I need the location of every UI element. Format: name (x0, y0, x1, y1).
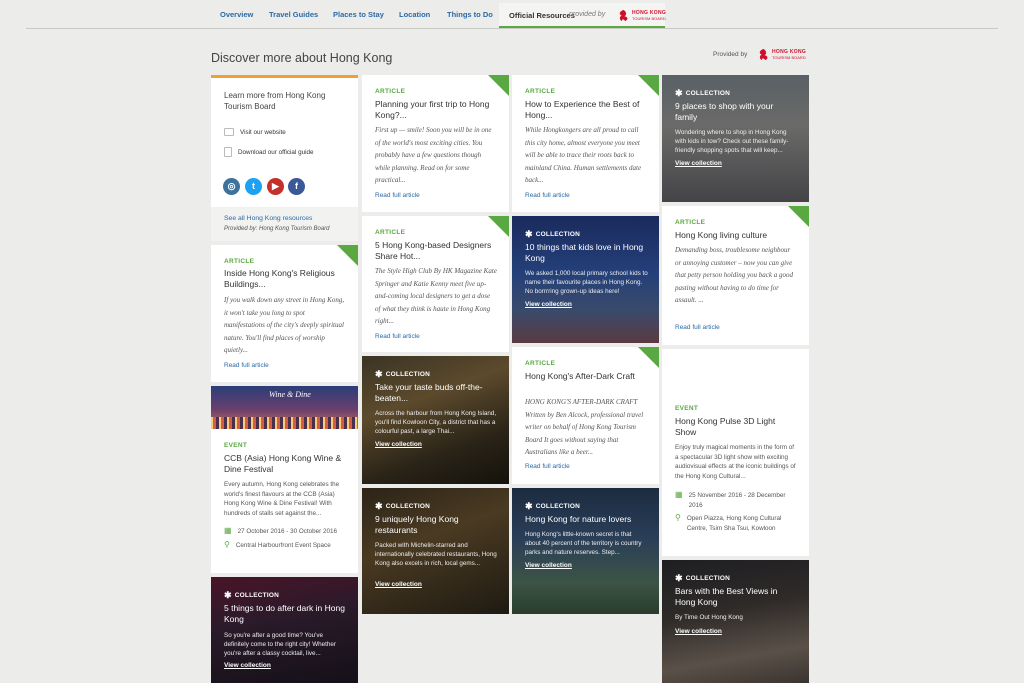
card-type: ARTICLE (224, 258, 255, 265)
card-excerpt: Every autumn, Hong Kong celebrates the world's finest flavours at the CCB (Asia) Hong Kong Wine & Dine Festival! With hundreds of stalls set against the... (224, 481, 340, 517)
event-dates: ▦ 27 October 2016 - 30 October 2016 (224, 526, 337, 535)
collection-card-kids-love[interactable] (512, 216, 659, 343)
event-location: ⚲ Open Piazza, Hong Kong Cultural Centre, Tsim Sha Tsui, Kowloon (675, 513, 782, 532)
gear-icon: ✱ (375, 501, 383, 511)
article-card-first-trip[interactable] (362, 75, 509, 212)
download-guide-link[interactable]: Download our official guide (224, 147, 314, 157)
twitter-icon[interactable]: t (245, 178, 262, 195)
nav-things-to-do[interactable]: Things to Do (447, 10, 493, 19)
provided-by-label: Provided by (713, 51, 748, 58)
hktb-logo: HONG KONG TOURISM BOARD (617, 8, 665, 24)
location-pin-icon: ⚲ (224, 540, 230, 549)
card-type: ARTICLE (375, 88, 406, 95)
card-type: ✱ COLLECTION (224, 590, 279, 600)
card-title: Planning your first trip to Hong Kong?... (375, 99, 490, 120)
youtube-icon[interactable]: ▶ (267, 178, 284, 195)
nav-places-to-stay[interactable]: Places to Stay (333, 10, 384, 19)
read-full-link[interactable]: Read full article (375, 192, 420, 199)
nav-active-label: Official Resources (509, 11, 575, 20)
card-title: 5 Hong Kong-based Designers Share Hot... (375, 240, 492, 261)
instagram-icon[interactable]: ◎ (223, 178, 240, 195)
card-excerpt: HONG KONG'S AFTER-DARK CRAFT Written by Ben Alcock, professional travel writer on behalf of Hong Kong Tourism Board It goes without saying that Australians like a beer... (525, 398, 644, 457)
event-card-wine-dine[interactable] (211, 386, 358, 573)
calendar-icon: ▦ (224, 526, 232, 535)
event-dates: ▦ 25 November 2016 - 28 December 2016 (675, 490, 786, 509)
card-title: Take your taste buds off-the-beaten... (375, 382, 483, 403)
event-location: ⚲ Central Harbourfront Event Space (224, 540, 331, 549)
gear-icon: ✱ (675, 88, 683, 98)
card-excerpt: The Style High Club By HK Magazine Kate Springer and Katie Kenny meet five up-and-coming local designers to get a dose of what they think is haute in Hong Kong right... (375, 267, 497, 326)
view-collection-link[interactable]: View collection (224, 662, 271, 669)
card-excerpt: Hong Kong's little-known secret is that about 40 percent of the territory is country parks and nature reserves. Step... (525, 531, 642, 556)
facebook-icon[interactable]: f (288, 178, 305, 195)
article-card-living-culture[interactable] (662, 206, 809, 345)
card-excerpt: Demanding boss, troublesome neighbour or annoying customer – now you can give that petty person holding you back a good pasting without having to do time for assault. ... (675, 246, 794, 305)
view-collection-link[interactable]: View collection (675, 628, 722, 635)
card-title: Hong Kong living culture (675, 230, 768, 240)
card-type: ✱ COLLECTION (525, 501, 580, 511)
nav-travel-guides[interactable]: Travel Guides (269, 10, 319, 19)
read-full-link[interactable]: Read full article (675, 324, 720, 331)
card-excerpt: So you're after a good time? You've definitely come to the right city! Whether you're after a classy cocktail, live... (224, 632, 336, 657)
card-title: Bars with the Best Views in Hong Kong (675, 586, 778, 607)
gear-icon: ✱ (224, 590, 232, 600)
collection-card-shop-family[interactable] (662, 75, 809, 202)
nav-official-resources[interactable] (499, 3, 665, 29)
info-footer (211, 207, 358, 241)
gear-icon: ✱ (675, 573, 683, 583)
card-excerpt: We asked 1,000 local primary school kids to name their favourite places in Hong Kong. No borrrring grown-up ideas here! (525, 270, 648, 295)
card-title: Hong Kong for nature lovers (525, 514, 632, 524)
card-title: Hong Kong Pulse 3D Light Show (675, 416, 776, 437)
card-title: 9 uniquely Hong Kong restaurants (375, 514, 459, 535)
info-card (211, 75, 358, 241)
collection-card-nature-lovers[interactable] (512, 488, 659, 614)
read-full-link[interactable]: Read full article (525, 192, 570, 199)
view-collection-link[interactable]: View collection (375, 441, 422, 448)
read-full-link[interactable]: Read full article (224, 362, 269, 369)
card-type: EVENT (675, 405, 699, 412)
card-type: ✱ COLLECTION (375, 369, 430, 379)
card-title: 9 places to shop with your family (675, 101, 774, 122)
nav-overview[interactable]: Overview (220, 10, 254, 19)
info-title: Learn more from Hong Kong Tourism Board (224, 91, 326, 111)
card-type: EVENT (224, 442, 248, 449)
card-subtitle: By Time Out Hong Kong (675, 614, 743, 621)
gear-icon: ✱ (525, 229, 533, 239)
article-card-experience-best[interactable] (512, 75, 659, 212)
collection-card-after-dark[interactable] (211, 577, 358, 683)
gear-icon: ✱ (525, 501, 533, 511)
article-card-after-dark-craft[interactable] (512, 347, 659, 484)
card-excerpt: Wondering where to shop in Hong Kong with kids in tow? Check out these family-friendly shopping spots that will keep... (675, 129, 789, 154)
card-type: ARTICLE (525, 88, 556, 95)
card-type: ✱ COLLECTION (375, 501, 430, 511)
card-type: ARTICLE (375, 229, 406, 236)
card-excerpt: If you walk down any street in Hong Kong, it won't take you long to spot manifestations of the city's deeply spiritual nature. You'll find places of worship quietly... (224, 296, 345, 355)
collection-card-restaurants[interactable] (362, 488, 509, 614)
card-title: CCB (Asia) Hong Kong Wine & Dine Festival (224, 453, 342, 474)
card-type: ✱ COLLECTION (675, 88, 730, 98)
hktb-logo-header: HONG KONG TOURISM BOARD (757, 47, 805, 63)
gear-icon: ✱ (375, 369, 383, 379)
article-card-designers[interactable] (362, 216, 509, 352)
article-card-religious[interactable] (211, 245, 358, 382)
card-type: ARTICLE (525, 360, 556, 367)
collection-card-taste-buds[interactable] (362, 356, 509, 484)
article-corner-flag (337, 245, 358, 266)
card-type: ✱ COLLECTION (525, 229, 580, 239)
location-pin-icon: ⚲ (675, 513, 681, 522)
view-collection-link[interactable]: View collection (525, 301, 572, 308)
page-heading: Discover more about Hong Kong (211, 51, 393, 65)
top-nav (0, 0, 1024, 30)
visit-website-link[interactable]: Visit our website (224, 128, 286, 136)
card-title: Inside Hong Kong's Religious Buildings... (224, 268, 335, 289)
calendar-icon: ▦ (675, 490, 683, 499)
read-full-link[interactable]: Read full article (525, 463, 570, 470)
collection-card-bars-views[interactable] (662, 560, 809, 683)
card-excerpt: Enjoy truly magical moments in the form of a spectacular 3D light show with exciting audiovisual effects at the iconic buildings of the Hong Kong Cultural... (675, 444, 796, 480)
read-full-link[interactable]: Read full article (375, 333, 420, 340)
card-type: ARTICLE (675, 219, 706, 226)
info-provided: Provided by: Hong Kong Tourism Board (224, 226, 330, 232)
wine-dine-banner: Wine & Dine (211, 386, 358, 429)
card-title: How to Experience the Best of Hong... (525, 99, 640, 120)
card-excerpt: Packed with Michelin-starred and internationally celebrated restaurants, Hong Kong also excels in rich, local gems... (375, 542, 497, 567)
card-title: 5 things to do after dark in Hong Kong (224, 603, 345, 624)
view-collection-link[interactable]: View collection (525, 562, 572, 569)
document-icon (224, 147, 232, 157)
card-type: ✱ COLLECTION (675, 573, 730, 583)
event-card-pulse-3d[interactable] (662, 349, 809, 556)
nav-provided-by: provided by (569, 11, 606, 18)
view-collection-link[interactable]: View collection (375, 581, 422, 588)
nav-location[interactable]: Location (399, 10, 431, 19)
see-all-link[interactable]: See all Hong Kong resources (224, 215, 313, 222)
card-excerpt: Across the harbour from Hong Kong Island, you'll find Kowloon City, a district that has a colourful past, a large Thai... (375, 410, 497, 435)
card-title: Hong Kong's After-Dark Craft (525, 371, 635, 381)
view-collection-link[interactable]: View collection (675, 160, 722, 167)
card-title: 10 things that kids love in Hong Kong (525, 242, 644, 263)
monitor-icon (224, 128, 234, 136)
card-excerpt: While Hongkongers are all proud to call this city home, almost everyone you meet will be able to trace their roots back to mainland China. Human settlements date back... (525, 126, 642, 185)
card-excerpt: First up — smile! Soon you will be in one of the world's most exciting cities. You probably have a few questions though while planning. Read on for some practical... (375, 126, 492, 185)
